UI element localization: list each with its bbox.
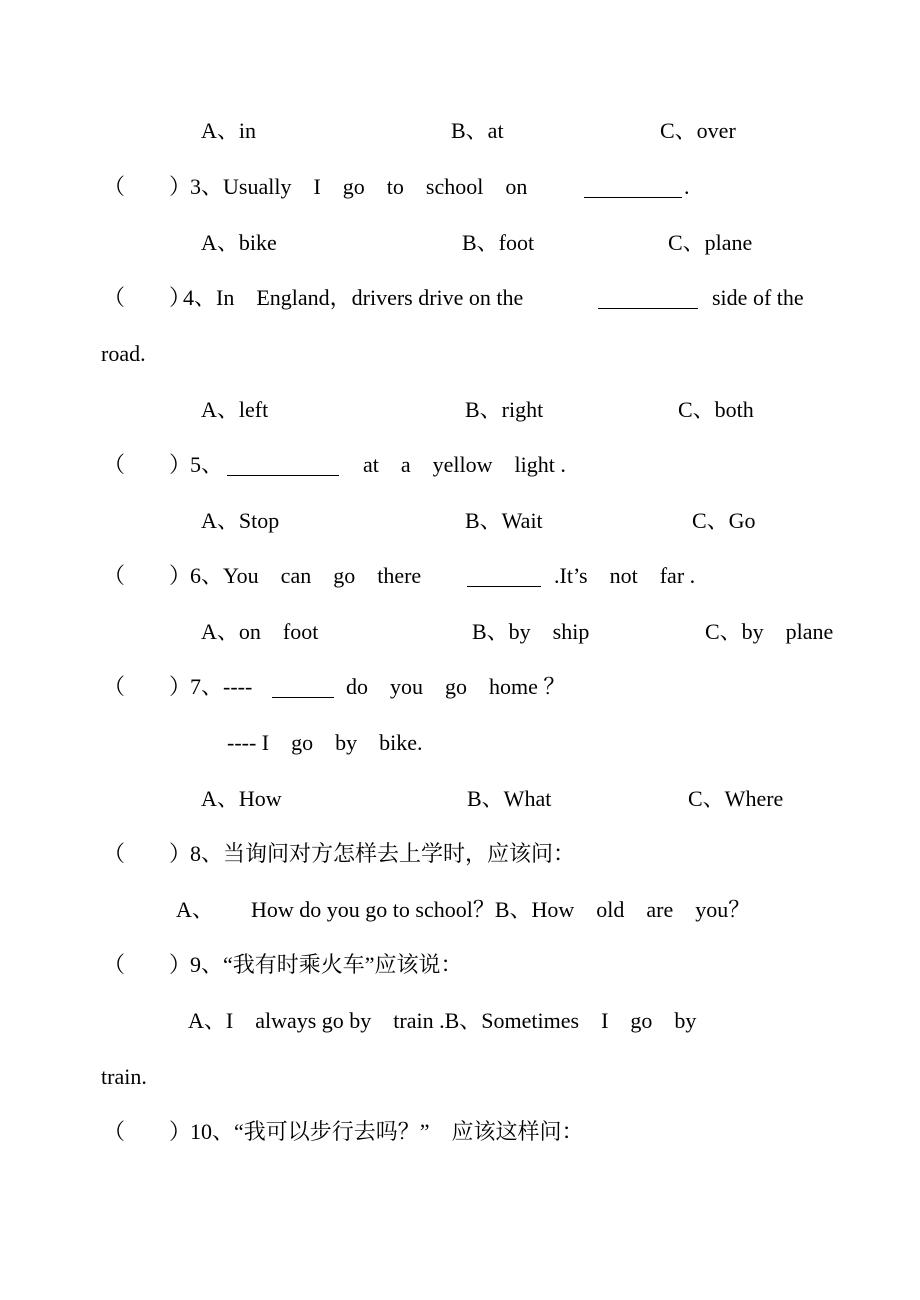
question-continuation: train. [101,1064,147,1089]
q4-option-b: B、right [465,397,544,422]
question-stem: 5、 [190,452,224,477]
answer-blank [227,475,339,476]
question-end: .It’s not far . [554,563,696,588]
q8-options-text: How do you go to school？B、How old are you？ [251,897,751,922]
question-stem: 10、“我可以步行去吗？” 应该这样问： [190,1119,584,1144]
q9-options-text: A、I always go by train .B、Sometimes I go by [188,1008,697,1033]
q5-option-a: A、Stop [201,508,280,533]
question-end: . [684,174,690,199]
q5-option-c: C、Go [692,508,756,533]
q7-option-b: B、What [467,786,552,811]
answer-paren: （ ） [103,563,192,588]
q3-option-b: B、foot [462,230,535,255]
question-end: at a yellow light . [363,452,566,477]
q3-option-a: A、bike [201,230,277,255]
question-stem: 9、“我有时乘火车”应该说： [190,952,463,977]
answer-blank [598,308,698,309]
answer-paren: （ ） [103,174,192,199]
question-stem: 8、当询问对方怎样去上学时，应该问： [190,841,576,866]
q3-option-c: C、plane [668,230,753,255]
question-stem: 3、Usually I go to school on [190,174,528,199]
question-continuation: road. [101,341,146,366]
q8-option-a-label: A、 [176,897,214,922]
answer-blank [584,197,682,198]
answer-paren: （ ） [103,1119,192,1144]
question-stem: 4、In England，drivers drive on the [183,285,524,310]
q2-option-a: A、in [201,118,257,143]
answer-paren: （ ） [103,285,192,310]
dialogue-answer: ---- I go by bike. [227,730,423,755]
question-stem: 6、You can go there [190,563,422,588]
q2-option-c: C、over [660,118,736,143]
answer-paren: （ ） [103,674,192,699]
q2-option-b: B、at [451,118,504,143]
q4-option-a: A、left [201,397,269,422]
question-stem: 7、---- [190,674,253,699]
answer-paren: （ ） [103,952,192,977]
question-end: side of the [712,285,804,310]
q6-option-c: C、by plane [705,619,834,644]
q6-option-b: B、by ship [472,619,590,644]
question-end: do you go home ？ [346,674,566,699]
q6-option-a: A、on foot [201,619,319,644]
q5-option-b: B、Wait [465,508,543,533]
answer-blank [467,586,541,587]
answer-paren: （ ） [103,452,192,477]
answer-blank [272,697,334,698]
q7-option-a: A、How [201,786,282,811]
q4-option-c: C、both [678,397,754,422]
answer-paren: （ ） [103,841,192,866]
q7-option-c: C、Where [688,786,784,811]
